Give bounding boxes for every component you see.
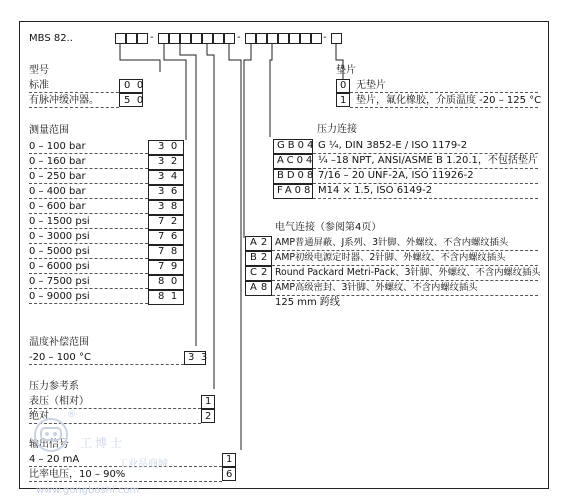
leader-line: [29, 273, 148, 274]
pressure-conn-code: GB04: [277, 140, 317, 151]
leader-line: [350, 107, 538, 108]
pressure-conn-code: FA08: [277, 185, 314, 196]
leader-line: [29, 92, 119, 93]
leader-line: [272, 280, 538, 281]
leader-line: [29, 243, 148, 244]
electrical-rows-0-label: AMP普通屏蔽、J系列、3针脚、外螺纹、不含内螺纹插头: [275, 237, 509, 248]
reference-code: 1: [205, 396, 212, 407]
model-title: 型号: [29, 65, 49, 76]
electrical-note: 125 mm 跨线: [275, 297, 340, 308]
range-code: 79: [158, 261, 184, 272]
model-prefix: MBS 82..: [29, 33, 73, 44]
model-rows-1-label: 有脉冲缓冲器。: [29, 95, 99, 106]
pressure-conn-rows-1-label: ¼ –18 NPT, ANSI/ASME B 1.20.1，不包括垫片: [318, 155, 538, 166]
model-code: 50: [124, 95, 150, 106]
code-separator: -: [237, 32, 241, 43]
range-rows-4-label: 0 – 600 bar: [29, 201, 86, 212]
output-code: 6: [226, 469, 233, 480]
range-code: 76: [158, 231, 184, 242]
range-code: 34: [158, 171, 184, 182]
leader-line: [29, 198, 148, 199]
gasket-code: 1: [340, 95, 347, 106]
range-rows-3-label: 0 – 400 bar: [29, 186, 86, 197]
range-rows-0-label: 0 – 100 bar: [29, 141, 86, 152]
code-separator: -: [150, 32, 154, 43]
leader-line: [29, 303, 148, 304]
output-rows-0-label: 4 – 20 mA: [29, 454, 80, 465]
leader-line: [313, 153, 538, 154]
range-rows-10-label: 0 – 9000 psi: [29, 291, 90, 302]
watermark-sub: 工业品商城: [118, 459, 168, 470]
leader-line: [272, 250, 538, 251]
range-code: 36: [158, 186, 184, 197]
leader-line: [29, 107, 119, 108]
range-code: 80: [158, 276, 184, 287]
gasket-rows-0-label: 无垫片: [356, 80, 386, 91]
leader-line: [313, 168, 538, 169]
electrical-code: C2: [250, 267, 272, 278]
range-rows-1-label: 0 – 160 bar: [29, 156, 86, 167]
reference-rows-1-label: 绝对: [29, 411, 49, 422]
range-code: 38: [158, 201, 184, 212]
range-code: 32: [158, 156, 184, 167]
range-rows-6-label: 0 – 3000 psi: [29, 231, 90, 242]
range-code: 30: [158, 141, 184, 152]
model-code: 00: [124, 80, 150, 91]
leader-line: [29, 288, 148, 289]
watermark-url: www.gongboshi.com: [36, 485, 140, 496]
watermark-brand: 工博士: [80, 436, 126, 450]
temp-rows-0-label: -20 – 100 °C: [29, 352, 91, 363]
reference-rows-0-label: 表压（相对）: [29, 396, 89, 407]
range-rows-8-label: 0 – 6000 psi: [29, 261, 90, 272]
leader-line: [29, 168, 148, 169]
pressure-conn-title: 压力连接: [317, 124, 357, 135]
leader-line: [272, 295, 538, 296]
range-rows-7-label: 0 – 5000 psi: [29, 246, 90, 257]
range-code: 81: [158, 291, 184, 302]
leader-line: [29, 153, 148, 154]
electrical-code: B2: [250, 252, 272, 263]
pressure-conn-code: BD08: [277, 170, 317, 181]
leader-line: [29, 408, 201, 409]
leader-line: [29, 213, 148, 214]
pressure-conn-code: AC04: [277, 155, 316, 166]
gasket-rows-1-label: 垫片，氟化橡胶，介质温度 -20 – 125 °C: [356, 95, 542, 106]
electrical-rows-1-label: AMP初级电源定时器、2针脚、外螺纹、不含内螺纹插头: [275, 252, 506, 263]
range-rows-5-label: 0 – 1500 psi: [29, 216, 90, 227]
code-separator: -: [323, 32, 327, 43]
range-code: 72: [158, 216, 184, 227]
output-title: 输出信号: [29, 439, 69, 450]
leader-line: [29, 183, 148, 184]
reference-code: 2: [205, 411, 212, 422]
leader-line: [313, 183, 538, 184]
electrical-rows-3-label: AMP高级密封、3针脚、外螺纹、不含内螺纹插头: [275, 282, 478, 293]
temp-code: 33: [188, 352, 214, 363]
electrical-code: A2: [250, 237, 272, 248]
gasket-code: 0: [340, 80, 347, 91]
range-rows-9-label: 0 – 7500 psi: [29, 276, 90, 287]
range-rows-2-label: 0 – 250 bar: [29, 171, 86, 182]
gasket-title: 垫片: [336, 65, 356, 76]
temp-title: 温度补偿范围: [29, 337, 89, 348]
leader-line: [350, 92, 538, 93]
watermark-mark: ®: [67, 410, 76, 420]
range-title: 测量范围: [29, 125, 69, 136]
model-rows-0-label: 标准: [29, 80, 49, 91]
leader-line: [313, 198, 538, 199]
leader-line: [29, 481, 222, 482]
pressure-conn-rows-0-label: G ¼, DIN 3852-E / ISO 1179-2: [318, 140, 468, 151]
reference-title: 压力参考系: [29, 381, 79, 392]
leader-line: [29, 364, 184, 365]
leader-line: [29, 258, 148, 259]
leader-line: [272, 265, 538, 266]
electrical-title: 电气连接（参阅第4页）: [275, 222, 382, 233]
electrical-code: A8: [250, 282, 272, 293]
electrical-rows-2-label: Round Packard Metri-Pack、3针脚、外螺纹、不含内螺纹插头: [275, 267, 541, 278]
pressure-conn-rows-3-label: M14 × 1.5, ISO 6149-2: [318, 185, 433, 196]
leader-line: [29, 228, 148, 229]
output-rows-1-label: 比率电压，10 – 90%: [29, 469, 126, 480]
output-code: 1: [226, 454, 233, 465]
pressure-conn-rows-2-label: 7/16 – 20 UNF-2A, ISO 11926-2: [318, 170, 474, 181]
range-code: 78: [158, 246, 184, 257]
